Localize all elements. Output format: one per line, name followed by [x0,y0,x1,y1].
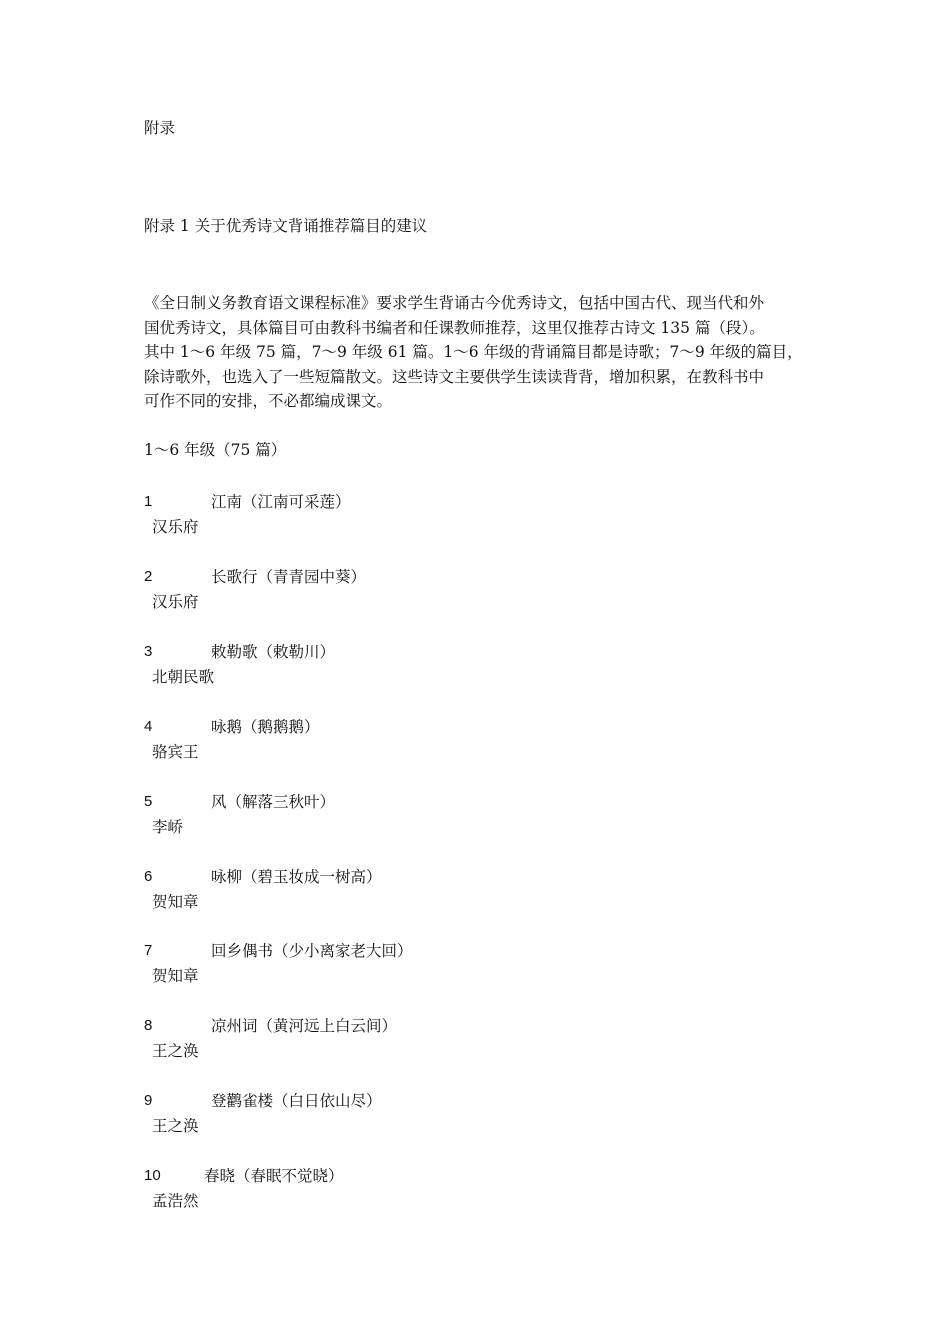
poem-title: 江南（江南可采莲） [211,493,351,511]
poem-number: 6 [144,868,153,885]
poem-entry [144,716,804,766]
poem-author: 北朝民歌 [152,668,215,686]
poem-author: 贺知章 [152,893,199,911]
poem-entry [144,1165,804,1215]
poem-title: 凉州词（黄河远上白云间） [211,1017,398,1035]
poem-entry [144,866,804,916]
poem-author: 骆宾王 [152,743,199,761]
poem-author: 王之涣 [152,1117,199,1135]
section-title: 附录 1 关于优秀诗文背诵推荐篇目的建议 [144,217,428,235]
intro-line: 其中 1～6 年级 75 篇，7～9 年级 61 篇。1～6 年级的背诵篇目都是诗歌；7～9 年级的篇目， [144,343,803,362]
poem-title: 咏鹅（鹅鹅鹅） [211,718,320,736]
poem-number: 5 [144,793,153,810]
poem-title: 咏柳（碧玉妆成一树高） [211,868,382,886]
poem-title: 春晓（春眠不觉晓） [204,1167,344,1185]
intro-line: 国优秀诗文，具体篇目可由教科书编者和任课教师推荐，这里仅推荐古诗文 135 篇（段）。 [144,318,765,337]
poem-entry [144,491,804,541]
poem-title: 敕勒歌（敕勒川） [211,643,336,661]
poem-author: 汉乐府 [152,593,199,611]
poem-entry [144,641,804,691]
poem-title: 回乡偶书（少小离家老大回） [211,942,413,960]
poem-number: 8 [144,1017,153,1034]
poem-author: 汉乐府 [152,518,199,536]
poem-number: 1 [144,493,153,510]
poem-number: 7 [144,942,153,959]
poem-author: 贺知章 [152,967,199,985]
poem-author: 孟浩然 [152,1192,199,1210]
poem-entry [144,940,804,990]
appendix-title: 附录 [144,119,176,137]
intro-line: 《全日制义务教育语文课程标准》要求学生背诵古今优秀诗文，包括中国古代、现当代和外 [144,294,765,312]
poem-entry [144,791,804,841]
grade-heading: 1～6 年级（75 篇） [144,441,287,459]
poem-number: 2 [144,568,153,585]
poem-title: 长歌行（青青园中葵） [211,568,367,586]
poem-title: 登鹳雀楼（白日依山尽） [211,1092,382,1110]
poem-number: 10 [144,1167,161,1184]
poem-number: 3 [144,643,153,660]
poem-entry [144,1015,804,1065]
poem-entry [144,566,804,616]
poem-number: 4 [144,718,153,735]
poem-author: 王之涣 [152,1042,199,1060]
intro-paragraph [144,291,812,414]
intro-line: 可作不同的安排，不必都编成课文。 [144,392,393,411]
intro-line: 除诗歌外，也选入了一些短篇散文。这些诗文主要供学生读读背背，增加积累，在教科书中 [144,367,765,386]
poem-entry [144,1090,804,1140]
poem-title: 风（解落三秋叶） [211,793,336,811]
poem-number: 9 [144,1092,153,1109]
poem-author: 李峤 [152,818,184,836]
